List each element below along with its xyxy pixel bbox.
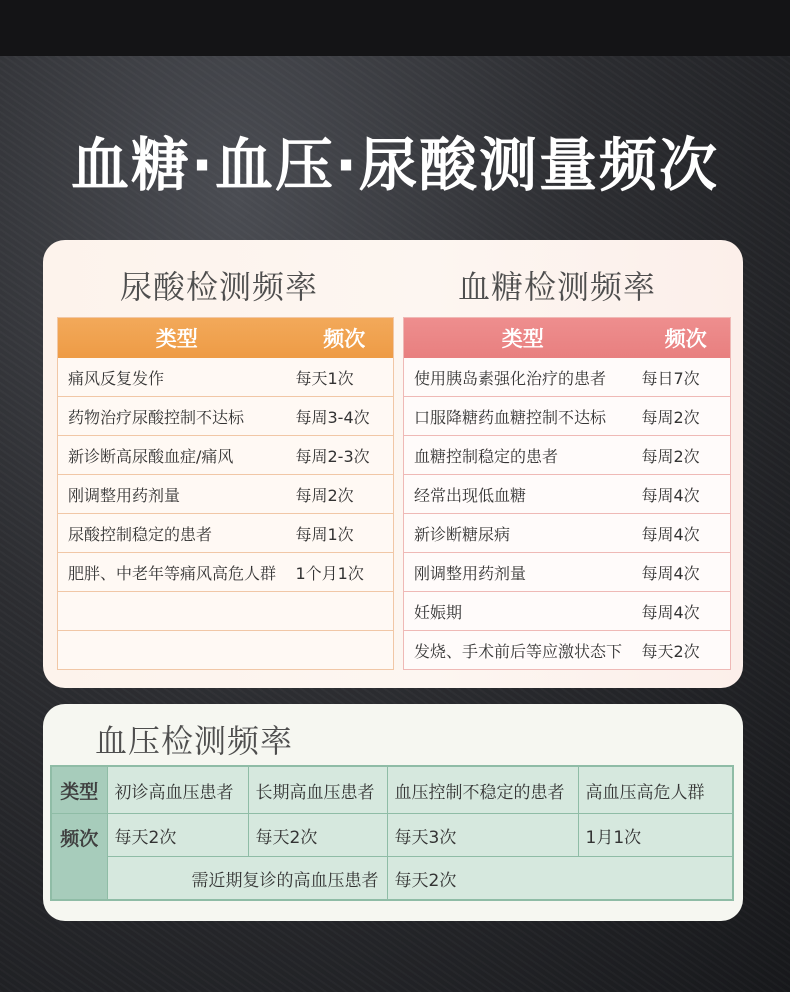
sugar-freq-cell: 每周4次 xyxy=(642,592,731,631)
sugar-freq-cell: 每日7次 xyxy=(642,358,731,397)
empty-cell xyxy=(58,631,296,670)
uric-freq-cell: 每天1次 xyxy=(296,358,394,397)
uric-type-cell: 药物治疗尿酸控制不达标 xyxy=(58,397,296,436)
uric-col-freq: 频次 xyxy=(323,327,366,351)
uric-col-type: 类型 xyxy=(155,327,198,351)
uric-type-cell: 痛风反复发作 xyxy=(58,358,296,397)
bp-type-cell: 初诊高血压患者 xyxy=(107,766,248,814)
bp-extra-freq: 每天2次 xyxy=(387,857,733,901)
bp-type-cell: 长期高血压患者 xyxy=(248,766,387,814)
table-row xyxy=(404,631,731,670)
sugar-freq-cell: 每周4次 xyxy=(642,475,731,514)
sugar-col-freq: 频次 xyxy=(664,327,707,351)
uric-freq-cell: 每周3-4次 xyxy=(296,397,394,436)
top-bar xyxy=(0,0,790,56)
table-row xyxy=(404,514,731,553)
sugar-type-cell: 血糖控制稳定的患者 xyxy=(404,436,642,475)
bp-freq-cell: 1月1次 xyxy=(578,814,733,857)
table-row xyxy=(58,397,394,436)
table-row xyxy=(404,592,731,631)
sugar-freq-cell: 每周2次 xyxy=(642,397,731,436)
sugar-freq-cell: 每天2次 xyxy=(642,631,731,670)
sugar-type-cell: 经常出现低血糖 xyxy=(404,475,642,514)
uric-header-row xyxy=(58,318,394,359)
bp-type-cell: 血压控制不稳定的患者 xyxy=(387,766,578,814)
table-row xyxy=(404,358,731,397)
table-row xyxy=(404,553,731,592)
sugar-col-type: 类型 xyxy=(501,327,544,351)
table-row xyxy=(58,358,394,397)
table-row xyxy=(58,553,394,592)
sugar-heading: 血糖检测频率 xyxy=(458,268,657,306)
bp-freq-row xyxy=(51,814,733,857)
sugar-header-row xyxy=(404,318,731,359)
table-row xyxy=(58,436,394,475)
bp-table xyxy=(50,765,734,901)
sugar-type-cell: 新诊断糖尿病 xyxy=(404,514,642,553)
empty-row xyxy=(58,631,394,670)
sugar-type-cell: 妊娠期 xyxy=(404,592,642,631)
page-title: 血糖·血压·尿酸测量频次 xyxy=(70,131,720,199)
sugar-type-cell: 口服降糖药血糖控制不达标 xyxy=(404,397,642,436)
bp-extra-type: 需近期复诊的高血压患者 xyxy=(107,857,387,901)
bp-heading: 血压检测频率 xyxy=(95,722,294,760)
empty-cell xyxy=(296,631,394,670)
table-row xyxy=(58,514,394,553)
uric-heading: 尿酸检测频率 xyxy=(120,268,319,306)
bp-type-cell: 高血压高危人群 xyxy=(578,766,733,814)
bp-freq-label: 频次 xyxy=(51,814,107,901)
uric-type-cell: 新诊断高尿酸血症/痛风 xyxy=(58,436,296,475)
bp-freq-cell: 每天2次 xyxy=(248,814,387,857)
uric-freq-cell: 每周1次 xyxy=(296,514,394,553)
uric-type-cell: 肥胖、中老年等痛风高危人群 xyxy=(58,553,296,592)
empty-cell xyxy=(58,592,296,631)
table-row xyxy=(404,475,731,514)
sugar-freq-cell: 每周4次 xyxy=(642,553,731,592)
uric-type-cell: 尿酸控制稳定的患者 xyxy=(58,514,296,553)
uric-type-cell: 刚调整用药剂量 xyxy=(58,475,296,514)
uric-freq-cell: 1个月1次 xyxy=(296,553,394,592)
table-row xyxy=(404,397,731,436)
sugar-table xyxy=(403,317,731,670)
bp-type-row xyxy=(51,766,733,814)
uric-table xyxy=(57,317,394,670)
sugar-freq-cell: 每周2次 xyxy=(642,436,731,475)
sugar-freq-cell: 每周4次 xyxy=(642,514,731,553)
bp-extra-row xyxy=(51,857,733,901)
empty-cell xyxy=(296,592,394,631)
uric-freq-cell: 每周2次 xyxy=(296,475,394,514)
empty-row xyxy=(58,592,394,631)
table-row xyxy=(404,436,731,475)
uric-freq-cell: 每周2-3次 xyxy=(296,436,394,475)
sugar-type-cell: 发烧、手术前后等应激状态下 xyxy=(404,631,642,670)
table-row xyxy=(58,475,394,514)
sugar-type-cell: 刚调整用药剂量 xyxy=(404,553,642,592)
sugar-type-cell: 使用胰岛素强化治疗的患者 xyxy=(404,358,642,397)
bp-type-label: 类型 xyxy=(51,766,107,814)
bp-freq-cell: 每天2次 xyxy=(107,814,248,857)
bp-freq-cell: 每天3次 xyxy=(387,814,578,857)
